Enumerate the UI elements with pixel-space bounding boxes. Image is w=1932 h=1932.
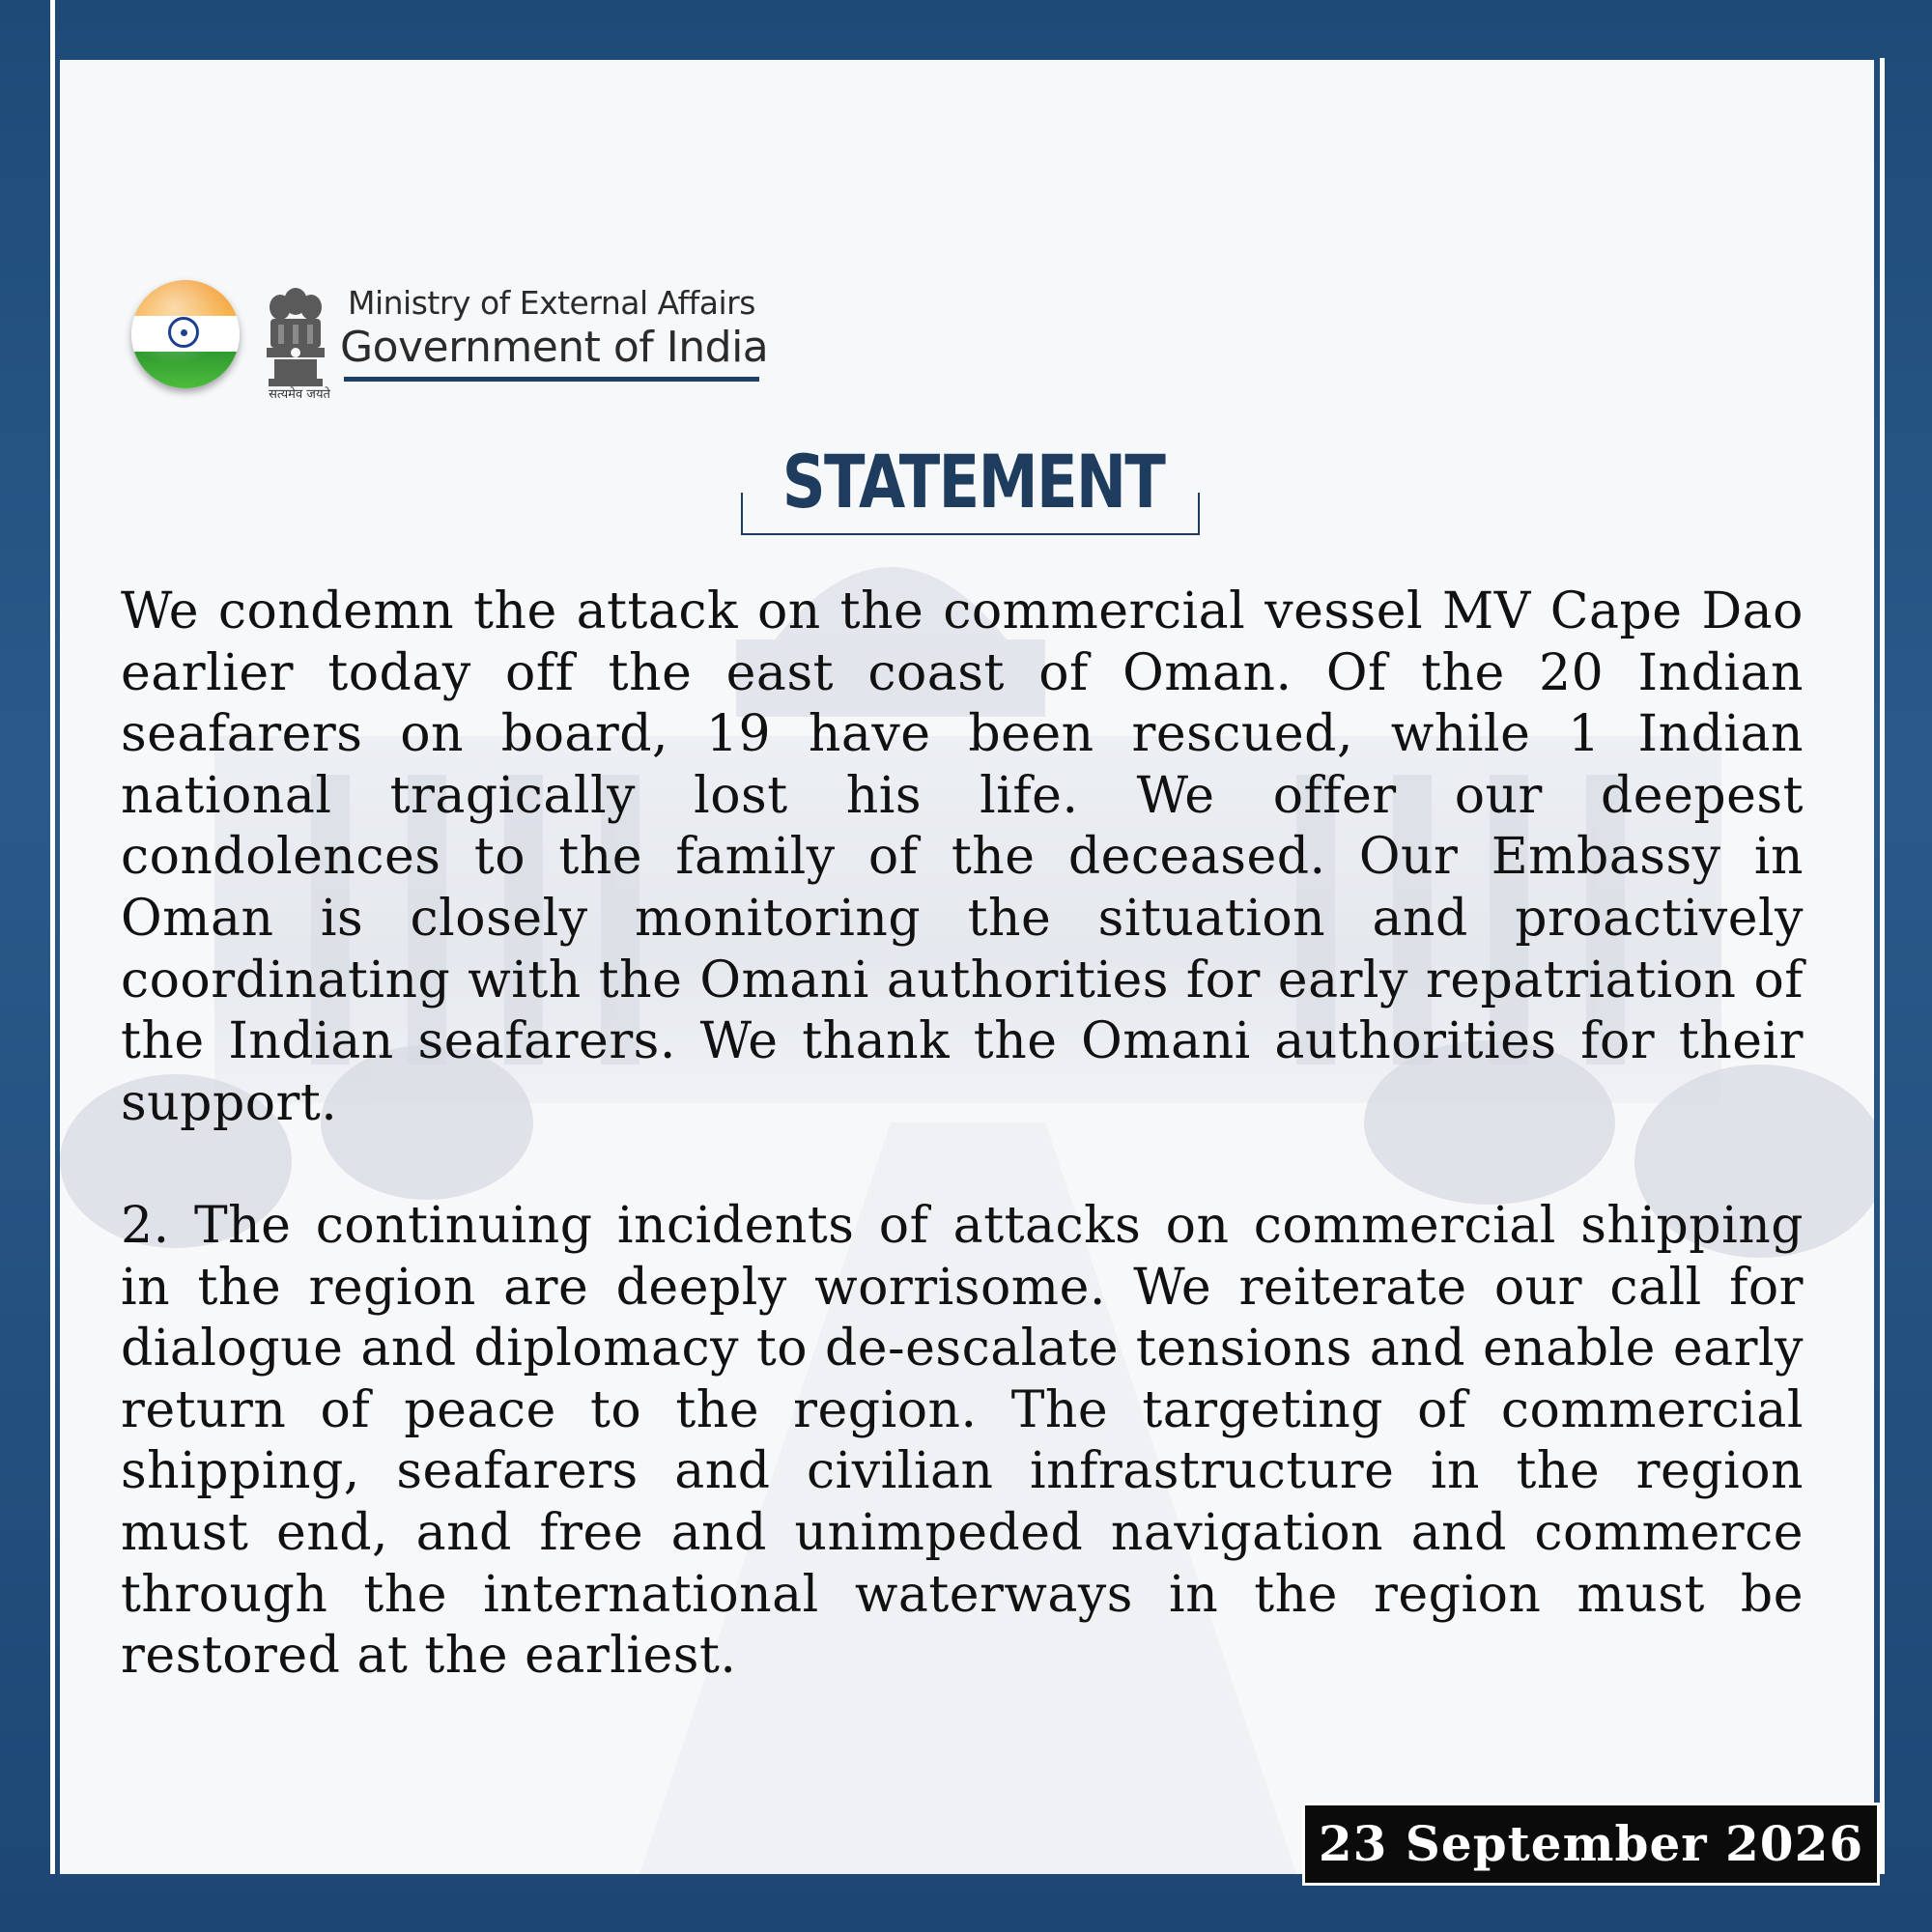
page-title: STATEMENT xyxy=(781,439,1165,525)
title-block xyxy=(741,439,1200,535)
frame-line-right xyxy=(1880,58,1885,1874)
paragraph-2: 2. The continuing incidents of attacks on commercial shipping in the region are deeply worrisome. We reiterate our call for dialogue and diplomacy to de-escalate tensions and enable early return of peace to the region. The targeting of commercial shipping, seafarers and civilian infrastructure in the region must end, and free and unimpeded navigation and commerce through the international waterways in the region must be restored at the earliest. xyxy=(121,1196,1804,1686)
ashoka-chakra-icon xyxy=(168,317,199,348)
state-emblem-icon xyxy=(257,280,334,396)
ministry-header xyxy=(131,220,827,404)
frame-line-left xyxy=(50,0,55,1874)
government-name: Government of India xyxy=(340,323,769,372)
ministry-name: Ministry of External Affairs xyxy=(348,284,755,322)
statement-body xyxy=(121,582,1804,1688)
header-underline xyxy=(344,377,759,382)
date-text: 23 September 2026 xyxy=(1318,1815,1864,1872)
paragraph-1: We condemn the attack on the commercial vessel MV Cape Dao earlier today off the east coast of Oman. Of the 20 Indian seafarers on board, 19 have been rescued, while 1 Indian national tragically lost his life. We offer our deepest condolences to the family of the deceased. Our Embassy in Oman is closely monitoring the situation and proactively coordinating with the Omani authorities for early repatriation of the Indian seafarers. We thank the Omani authorities for their support. xyxy=(121,582,1804,1132)
statement-panel xyxy=(60,60,1874,1874)
emblem-motto: सत्यमेव जयते xyxy=(269,387,330,402)
india-flag-icon xyxy=(131,280,240,388)
date-badge xyxy=(1302,1803,1880,1886)
